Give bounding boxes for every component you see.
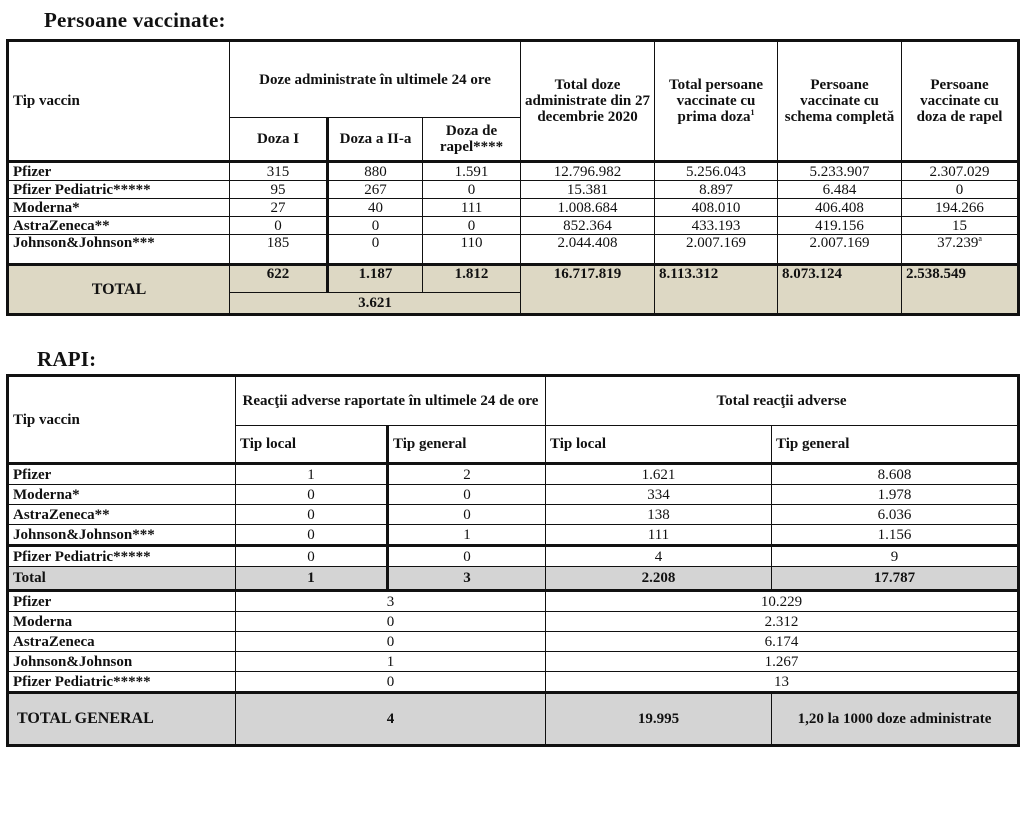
rapi-total-general-total: 17.787	[772, 567, 1019, 591]
booster-cell-value: 0	[467, 217, 476, 234]
dose1-cell-value: 95	[270, 181, 286, 198]
booster-people-cell	[902, 235, 1019, 265]
summary-last24-cell: 0	[236, 612, 546, 632]
general-24h-cell: 2	[388, 464, 546, 485]
grand-total-total: 19.995	[546, 693, 772, 746]
complete-cell-value: 406.408	[815, 199, 864, 216]
total-dose2: 1.187	[328, 265, 423, 293]
header-booster: Doza de rapel****	[423, 118, 521, 162]
booster-cell-value: 111	[460, 199, 483, 216]
total-booster: 1.812	[423, 265, 521, 293]
summary-last24-cell: 0	[236, 632, 546, 652]
vaccine-row	[8, 235, 1019, 265]
dose1-cell-value: 0	[274, 217, 282, 234]
dose2-cell	[328, 217, 423, 235]
dose2-cell-value: 0	[371, 235, 380, 251]
summary-total-cell: 1.267	[546, 652, 1019, 672]
general-total-cell: 6.036	[772, 505, 1019, 525]
rapi-row	[8, 464, 1019, 485]
total-doses-cell-value: 2.044.408	[557, 235, 618, 251]
header-tip-vaccin: Tip vaccin	[8, 41, 230, 162]
dose1-cell-value: 185	[266, 235, 290, 251]
local-total-cell: 334	[546, 485, 772, 505]
first-dose-cell-value: 433.193	[691, 217, 741, 234]
total-booster-people: 2.538.549	[902, 265, 1019, 315]
section-title-rapi: RAPI:	[37, 347, 97, 371]
booster-cell-value: 0	[467, 181, 476, 198]
summary-last24-cell: 3	[236, 591, 546, 612]
first-dose-cell	[655, 162, 778, 181]
local-24h-cell: 0	[236, 485, 388, 505]
complete-cell-value: 6.484	[822, 181, 857, 198]
vaccine-row	[8, 199, 1019, 217]
dose1-cell	[230, 199, 328, 217]
general-total-cell: 1.978	[772, 485, 1019, 505]
first-dose-cell	[655, 235, 778, 265]
dose2-cell-value: 267	[364, 181, 387, 198]
dose1-cell	[230, 235, 328, 265]
general-24h-cell: 0	[388, 546, 546, 567]
dose1-cell-value: 27	[270, 199, 286, 216]
booster-cell	[423, 181, 521, 199]
local-total-cell: 1.621	[546, 464, 772, 485]
rapi-header-tip-vaccin: Tip vaccin	[8, 376, 236, 464]
general-total-cell: 9	[772, 546, 1019, 567]
rapi-row	[8, 505, 1019, 525]
header-first-dose-label: Total persoane vaccinate cu prima doza	[668, 77, 764, 125]
summary-last24-cell: 0	[236, 672, 546, 693]
booster-people-cell	[902, 162, 1019, 181]
header-doses-24h: Doze administrate în ultimele 24 ore	[230, 41, 521, 118]
rapi-row	[8, 525, 1019, 546]
booster-people-cell	[902, 199, 1019, 217]
summary-vaccine-name: Johnson&Johnson	[8, 652, 236, 672]
dose1-cell-value: 315	[266, 163, 290, 180]
general-total-cell: 8.608	[772, 464, 1019, 485]
complete-cell	[778, 181, 902, 199]
total-doses-cell	[521, 162, 655, 181]
general-24h-cell: 1	[388, 525, 546, 546]
complete-cell	[778, 162, 902, 181]
rapi-vaccine-name: Moderna*	[8, 485, 236, 505]
rapi-total-general-24h: 3	[388, 567, 546, 591]
complete-cell-value: 419.156	[815, 217, 864, 234]
rapi-header-last24: Reacţii adverse raportate în ultimele 24 de ore	[236, 376, 546, 426]
rapi-header-total: Total reacţii adverse	[546, 376, 1019, 426]
general-24h-cell: 0	[388, 485, 546, 505]
booster-people-cell	[902, 217, 1019, 235]
vaccinated-table	[6, 39, 1020, 316]
booster-people-cell-value: 0	[955, 181, 964, 198]
summary-total-cell: 2.312	[546, 612, 1019, 632]
local-24h-cell: 0	[236, 505, 388, 525]
vaccine-name-value: Pfizer	[13, 163, 52, 180]
total-all-doses: 16.717.819	[521, 265, 655, 315]
vaccine-name-value: AstraZeneca**	[13, 217, 110, 234]
vaccine-name-value: Pfizer Pediatric*****	[13, 181, 151, 198]
total-doses-cell-value: 852.364	[563, 217, 612, 234]
total-doses-cell-value: 12.796.982	[553, 163, 622, 180]
footnote-marker: 1	[750, 108, 755, 117]
vaccine-name	[8, 217, 230, 235]
rapi-vaccine-name: Pfizer	[8, 464, 236, 485]
rapi-table	[6, 374, 1020, 747]
dose1-cell	[230, 181, 328, 199]
dose2-cell	[328, 162, 423, 181]
first-dose-cell-value: 2.007.169	[686, 235, 747, 251]
grand-total-row	[8, 693, 1019, 746]
rapi-header-local-total: Tip local	[546, 426, 772, 464]
rapi-summary-row	[8, 591, 1019, 612]
header-dose2: Doza a II-a	[328, 118, 423, 162]
booster-people-cell-value: 2.307.029	[929, 163, 990, 180]
booster-people-cell-value: 37.239	[937, 235, 979, 251]
booster-people-cell-value: 15	[952, 217, 968, 234]
booster-cell	[423, 162, 521, 181]
complete-cell	[778, 199, 902, 217]
summary-vaccine-name: Moderna	[8, 612, 236, 632]
dose1-cell	[230, 162, 328, 181]
vaccine-row	[8, 181, 1019, 199]
booster-cell	[423, 235, 521, 265]
vaccine-row	[8, 217, 1019, 235]
header-booster-people: Persoane vaccinate cu doza de rapel	[902, 41, 1019, 162]
rapi-vaccine-name: Pfizer Pediatric*****	[8, 546, 236, 567]
complete-cell-value: 2.007.169	[809, 235, 870, 251]
total-doses-cell	[521, 217, 655, 235]
dose2-cell	[328, 199, 423, 217]
total-doses-cell	[521, 181, 655, 199]
total-doses-cell-value: 1.008.684	[557, 199, 618, 216]
rapi-header-local-24h: Tip local	[236, 426, 388, 464]
summary-total-cell: 10.229	[546, 591, 1019, 612]
dose2-cell-value: 40	[368, 199, 383, 216]
dose2-cell	[328, 235, 423, 265]
booster-cell	[423, 217, 521, 235]
general-total-cell: 1.156	[772, 525, 1019, 546]
footnote-marker: a	[978, 234, 982, 243]
rapi-header-general-24h: Tip general	[388, 426, 546, 464]
total-dose1: 622	[230, 265, 328, 293]
rapi-summary-row	[8, 652, 1019, 672]
general-24h-cell: 0	[388, 505, 546, 525]
rapi-total-label: Total	[8, 567, 236, 591]
local-total-cell: 138	[546, 505, 772, 525]
rapi-total-row	[8, 567, 1019, 591]
dose1-cell	[230, 217, 328, 235]
vaccine-name-value: Johnson&Johnson***	[13, 235, 155, 251]
booster-people-cell-value: 194.266	[935, 199, 984, 216]
local-24h-cell: 0	[236, 546, 388, 567]
rapi-summary-row	[8, 632, 1019, 652]
summary-last24-cell: 1	[236, 652, 546, 672]
rapi-summary-row	[8, 672, 1019, 693]
rapi-row	[8, 546, 1019, 567]
summary-total-cell: 13	[546, 672, 1019, 693]
vaccine-name	[8, 181, 230, 199]
rapi-total-local-total: 2.208	[546, 567, 772, 591]
rapi-vaccine-name: AstraZeneca**	[8, 505, 236, 525]
vaccine-name-value: Moderna*	[13, 199, 80, 216]
first-dose-cell	[655, 181, 778, 199]
header-complete-scheme: Persoane vaccinate cu schema completă	[778, 41, 902, 162]
section-title-vaccinated: Persoane vaccinate:	[44, 8, 226, 32]
local-24h-cell: 1	[236, 464, 388, 485]
booster-cell	[423, 199, 521, 217]
total-label: TOTAL	[8, 265, 230, 315]
first-dose-cell-value: 8.897	[699, 181, 733, 198]
vaccine-name	[8, 235, 230, 265]
rapi-row	[8, 485, 1019, 505]
complete-cell-value: 5.233.907	[809, 163, 870, 180]
grand-total-rate: 1,20 la 1000 doze administrate	[772, 693, 1019, 746]
rapi-vaccine-name: Johnson&Johnson***	[8, 525, 236, 546]
summary-vaccine-name: AstraZeneca	[8, 632, 236, 652]
first-dose-cell-value: 5.256.043	[686, 163, 747, 180]
first-dose-cell	[655, 199, 778, 217]
total-complete: 8.073.124	[778, 265, 902, 315]
local-total-cell: 111	[546, 525, 772, 546]
booster-cell-value: 1.591	[454, 163, 489, 180]
first-dose-cell-value: 408.010	[691, 199, 741, 216]
total-first-dose: 8.113.312	[655, 265, 778, 315]
total-row	[8, 265, 1019, 293]
summary-vaccine-name: Pfizer Pediatric*****	[8, 672, 236, 693]
total-doses-cell-value: 15.381	[566, 181, 609, 198]
booster-people-cell	[902, 181, 1019, 199]
total-doses-24h-sum: 3.621	[230, 293, 521, 315]
header-total-doses: Total doze administrate din 27 decembrie 2020	[521, 41, 655, 162]
dose2-cell-value: 880	[364, 163, 387, 180]
grand-total-last24: 4	[236, 693, 546, 746]
vaccine-name	[8, 199, 230, 217]
vaccine-row	[8, 162, 1019, 181]
total-doses-cell	[521, 199, 655, 217]
rapi-summary-row	[8, 612, 1019, 632]
complete-cell	[778, 235, 902, 265]
total-doses-cell	[521, 235, 655, 265]
header-first-dose-people	[655, 41, 778, 162]
complete-cell	[778, 217, 902, 235]
header-dose1: Doza I	[230, 118, 328, 162]
local-24h-cell: 0	[236, 525, 388, 546]
grand-total-label: TOTAL GENERAL	[8, 693, 236, 746]
booster-cell-value: 110	[460, 235, 483, 251]
local-total-cell: 4	[546, 546, 772, 567]
summary-total-cell: 6.174	[546, 632, 1019, 652]
dose2-cell	[328, 181, 423, 199]
first-dose-cell	[655, 217, 778, 235]
rapi-header-general-total: Tip general	[772, 426, 1019, 464]
summary-vaccine-name: Pfizer	[8, 591, 236, 612]
vaccine-name	[8, 162, 230, 181]
dose2-cell-value: 0	[371, 217, 380, 234]
rapi-total-local-24h: 1	[236, 567, 388, 591]
